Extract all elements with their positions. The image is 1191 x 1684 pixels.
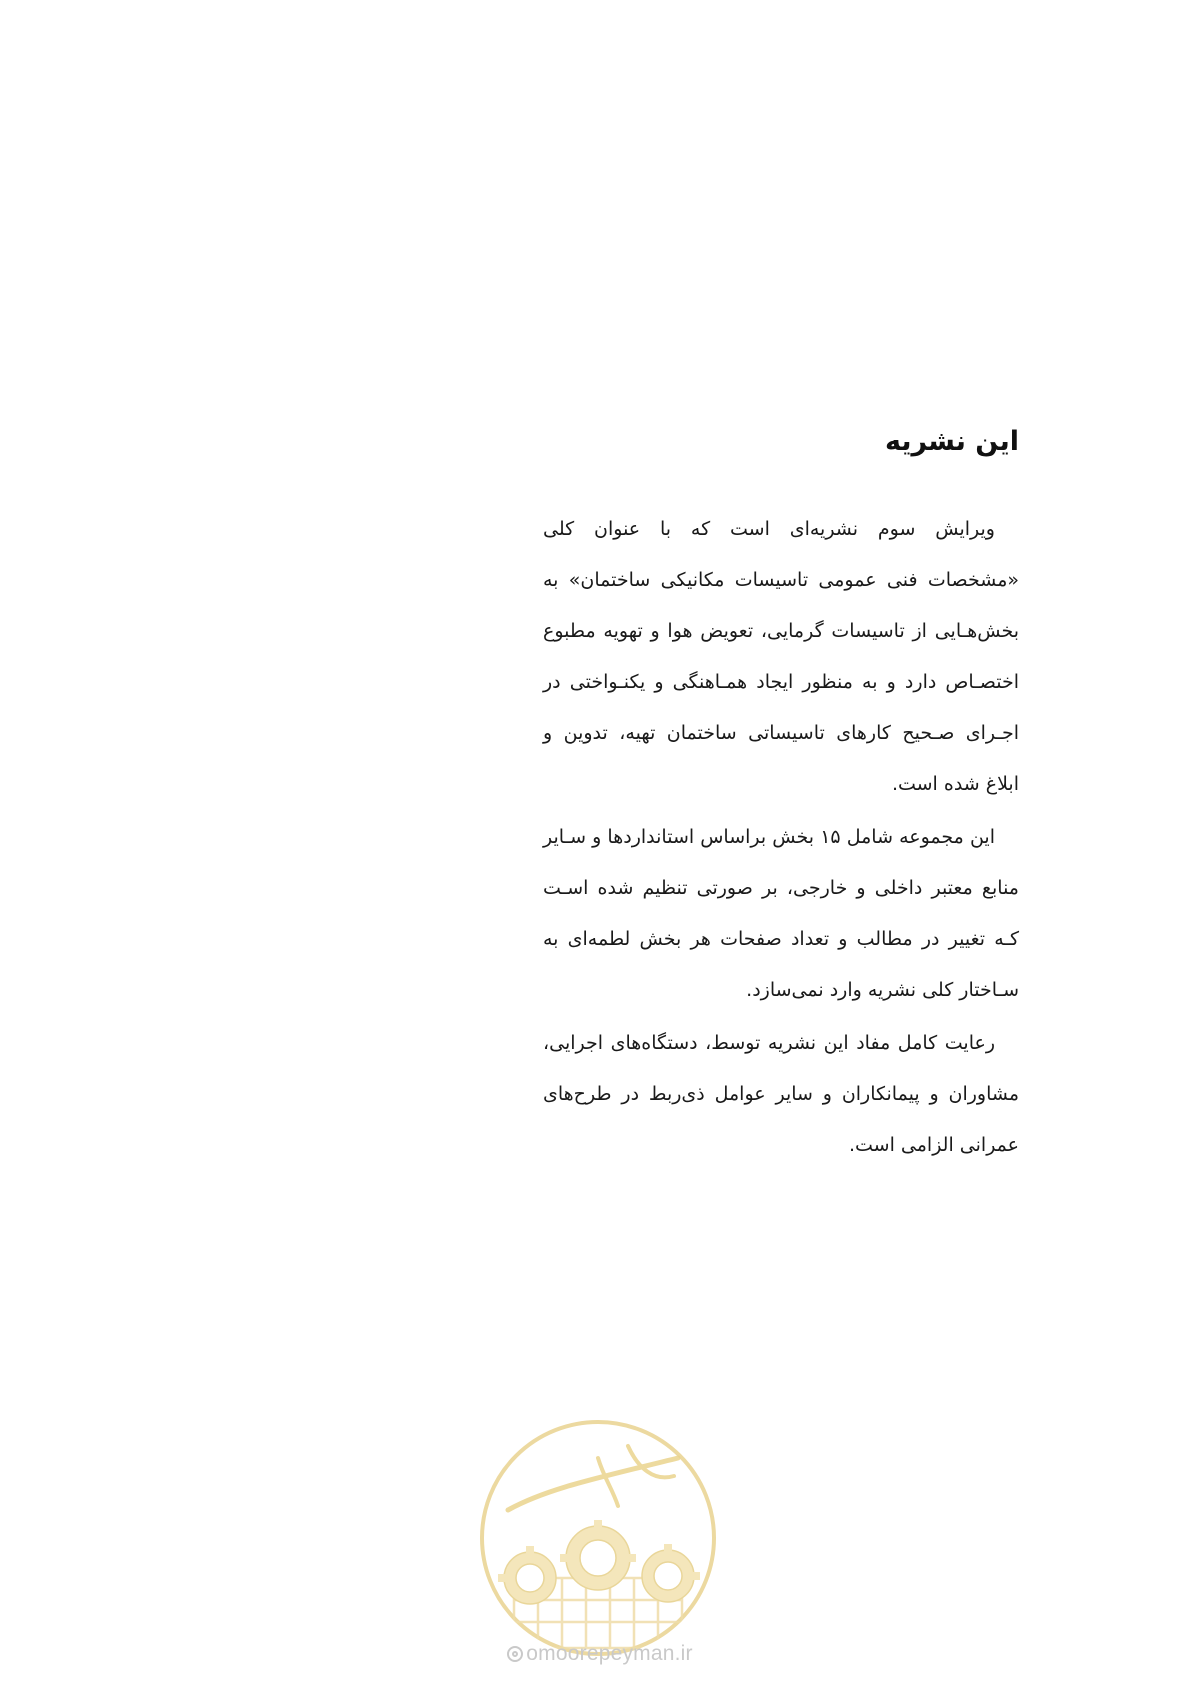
watermark-url bbox=[490, 1642, 710, 1666]
watermark-url-text: omoorepeyman.ir bbox=[526, 1642, 693, 1665]
section-title: این نشریه bbox=[884, 426, 1019, 457]
watermark-logo bbox=[478, 1418, 718, 1658]
paragraph-1: ویرایش سوم نشریه‌ای است که با عنوان کلی «مشخصات فنی عمومی تاسیسات مکانیکی ساختمان» به بخش‌هـایی از تاسیسات گرمایی، تعویض هوا و تهویه مطبوع اختصـاص دارد و به منظور ایجاد همـاهنگی و یکنـواختی در اجـرای صـحیح کارهای تاسیساتی ساختمان تهیه، تدوین و ابلاغ شده است. bbox=[543, 518, 1019, 795]
paragraph-2: این مجموعه شامل ۱۵ بخش براساس استانداردها و سـایر منابع معتبر داخلی و خارجی، بر صورتی تنظیم شده اسـت کـه تغییر در مطالب و تعداد صفحات هر بخش لطمه‌ای به سـاختار کلی نشریه وارد نمی‌سازد. bbox=[543, 826, 1019, 1001]
at-sign-icon bbox=[507, 1646, 523, 1662]
paragraph-3: رعایت کامل مفاد این نشریه توسط، دستگاه‌های اجرایی، مشاوران و پیمانکاران و سایر عوامل ذی‌ربط در طرح‌های عمرانی الزامی است. bbox=[543, 1032, 1019, 1156]
document-body bbox=[543, 418, 1019, 1173]
watermark-logo-graphic bbox=[478, 1418, 718, 1658]
